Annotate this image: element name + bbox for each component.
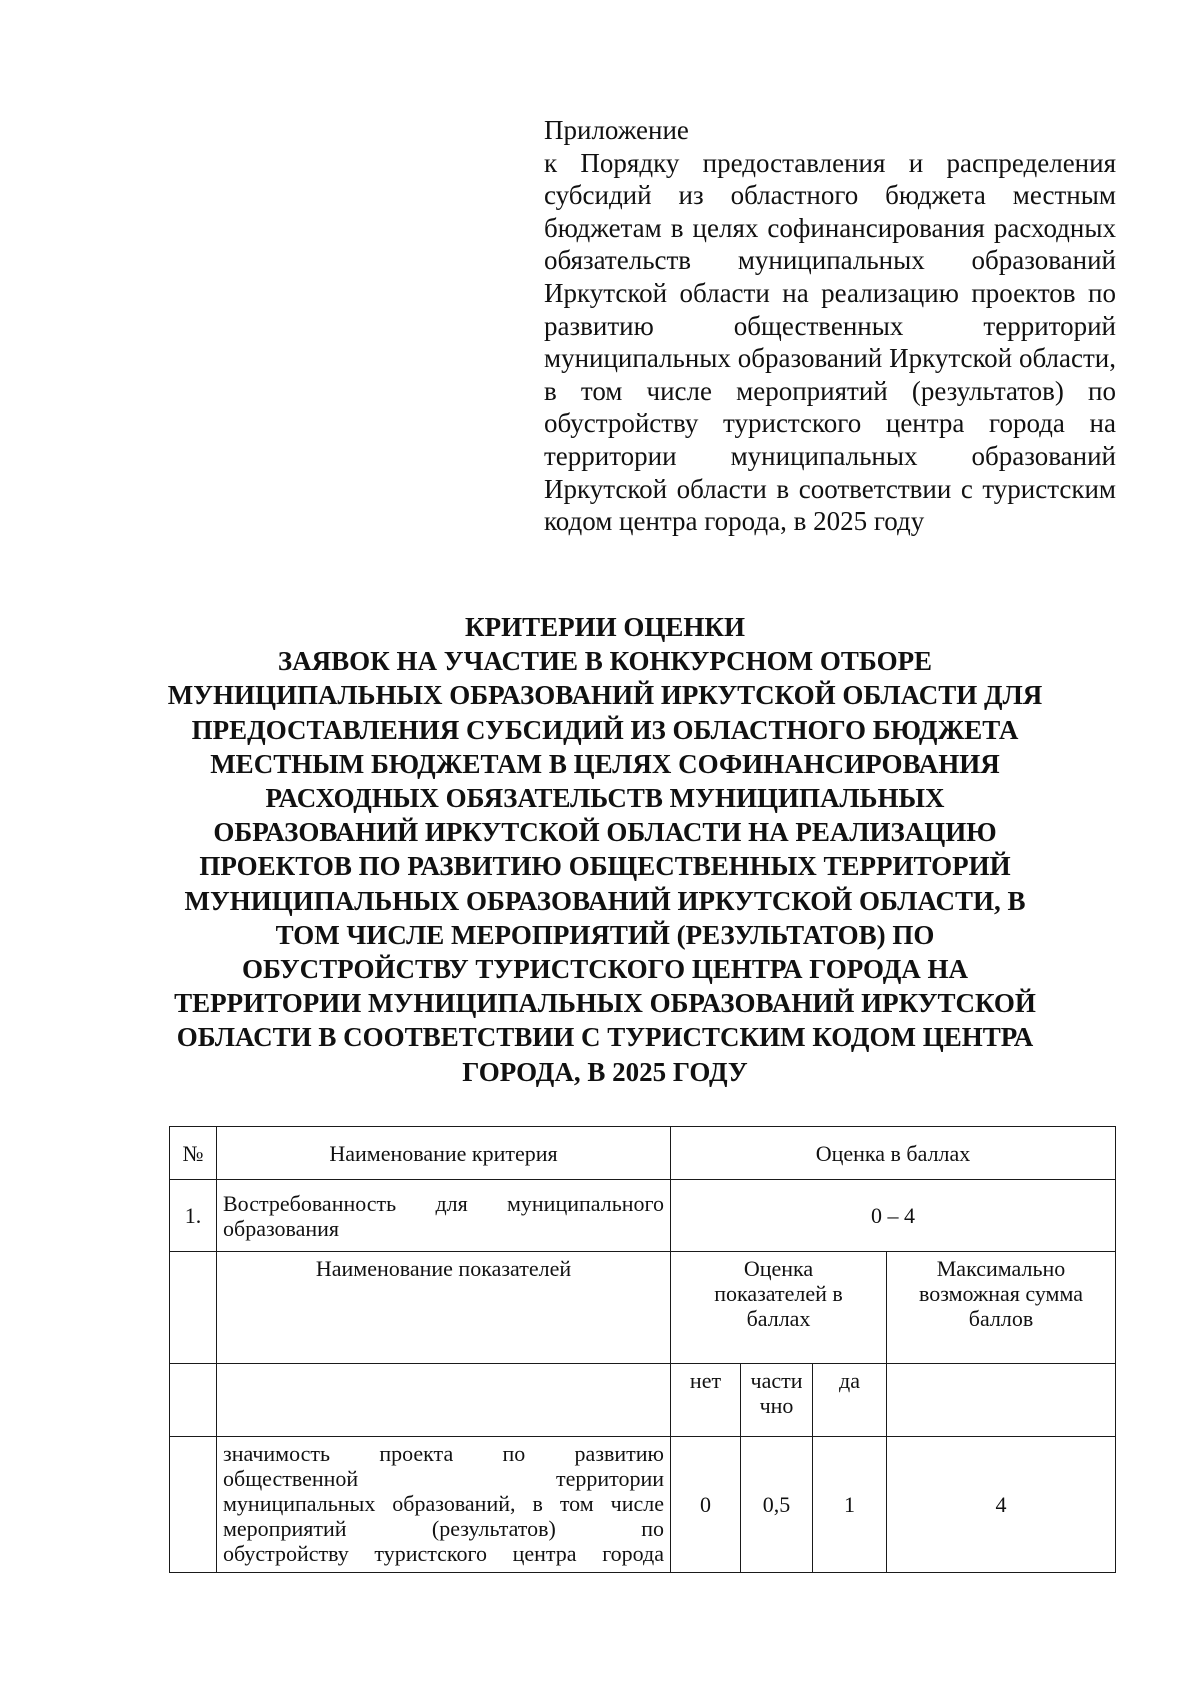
title-line: МУНИЦИПАЛЬНЫХ ОБРАЗОВАНИЙ ИРКУТСКОЙ ОБЛАСТИ ДЛЯ [167,680,1043,711]
title-line: МУНИЦИПАЛЬНЫХ ОБРАЗОВАНИЙ ИРКУТСКОЙ ОБЛАСТИ, В [184,885,1026,916]
option-yes: да [813,1364,887,1437]
indicator-max-value: 4 [887,1437,1116,1573]
empty-cell [170,1252,217,1364]
empty-cell [170,1364,217,1437]
indicator-row [170,1437,1116,1573]
header-num: № [170,1127,217,1180]
option-no: нет [671,1364,741,1437]
criterion-range: 0 – 4 [671,1180,1116,1252]
title-line: ТЕРРИТОРИИ МУНИЦИПАЛЬНЫХ ОБРАЗОВАНИЙ ИРКУТСКОЙ [174,988,1036,1019]
title-line: МЕСТНЫМ БЮДЖЕТАМ В ЦЕЛЯХ СОФИНАНСИРОВАНИЯ [210,748,1000,779]
indicator-partial-value: 0,5 [741,1437,813,1573]
indicators-score-label: Оценка показателей в баллах [714,1256,843,1331]
criterion-name: Востребованность для муниципального образования [217,1180,671,1252]
indicator-line: мероприятий (результатов) по [223,1516,664,1541]
title-line: ПРЕДОСТАВЛЕНИЯ СУБСИДИЙ ИЗ ОБЛАСТНОГО БЮДЖЕТА [191,714,1019,745]
appendix-text: к Порядку предоставления и распределения субсидий из областного бюджета местным бюджетам в целях софинансирования расходных обязательств муниципальных образований Иркутской области на реализацию проектов по развитию общественных территорий муниципальных образований Иркутской области, в том числе мероприятий (результатов) по обустройству туристского центра города на территории муниципальных образований Иркутской области в соответствии с туристским кодом центра города, в 2025 году [544,147,1116,537]
indicator-name [217,1437,671,1573]
empty-cell [887,1364,1116,1437]
title-line: РАСХОДНЫХ ОБЯЗАТЕЛЬСТВ МУНИЦИПАЛЬНЫХ [265,783,945,814]
document-title [130,610,1080,1089]
title-line: ОБУСТРОЙСТВУ ТУРИСТСКОГО ЦЕНТРА ГОРОДА НА [241,954,969,985]
table-header-row [170,1127,1116,1180]
title-line: КРИТЕРИИ ОЦЕНКИ [465,612,745,642]
indicator-line: общественной территории [223,1466,664,1491]
appendix-title: Приложение [544,115,689,145]
option-partial: части чно [741,1364,813,1437]
empty-cell [170,1437,217,1573]
criteria-table [169,1126,1116,1573]
appendix-block [544,114,1116,538]
indicator-line: обустройству туристского центра города [223,1541,664,1566]
title-line: ТОМ ЧИСЛЕ МЕРОПРИЯТИЙ (РЕЗУЛЬТАТОВ) ПО [275,919,935,950]
criterion-num: 1. [170,1180,217,1252]
empty-cell [217,1364,671,1437]
title-line: ГОРОДА, В 2025 ГОДУ [462,1056,748,1087]
indicator-line: значимость проекта по развитию [223,1441,664,1466]
title-line: ОБРАЗОВАНИЙ ИРКУТСКОЙ ОБЛАСТИ НА РЕАЛИЗАЦИЮ [213,817,997,848]
indicator-no-value: 0 [671,1437,741,1573]
options-row [170,1364,1116,1437]
indicators-header-row [170,1252,1116,1364]
header-score: Оценка в баллах [671,1127,1116,1180]
title-line: ОБЛАСТИ В СООТВЕТСТВИИ С ТУРИСТСКИМ КОДОМ ЦЕНТРА [176,1022,1034,1053]
indicator-line: муниципальных образований, в том числе [223,1491,664,1516]
indicator-yes-value: 1 [813,1437,887,1573]
header-criterion: Наименование критерия [217,1127,671,1180]
indicators-score-header [671,1252,887,1364]
indicators-max-header: Максимально возможная сумма баллов [887,1252,1116,1364]
indicators-name-header: Наименование показателей [217,1252,671,1364]
criterion-row [170,1180,1116,1252]
title-line: ПРОЕКТОВ ПО РАЗВИТИЮ ОБЩЕСТВЕННЫХ ТЕРРИТОРИЙ [199,851,1011,882]
title-line: ЗАЯВОК НА УЧАСТИЕ В КОНКУРСНОМ ОТБОРЕ [277,646,933,677]
